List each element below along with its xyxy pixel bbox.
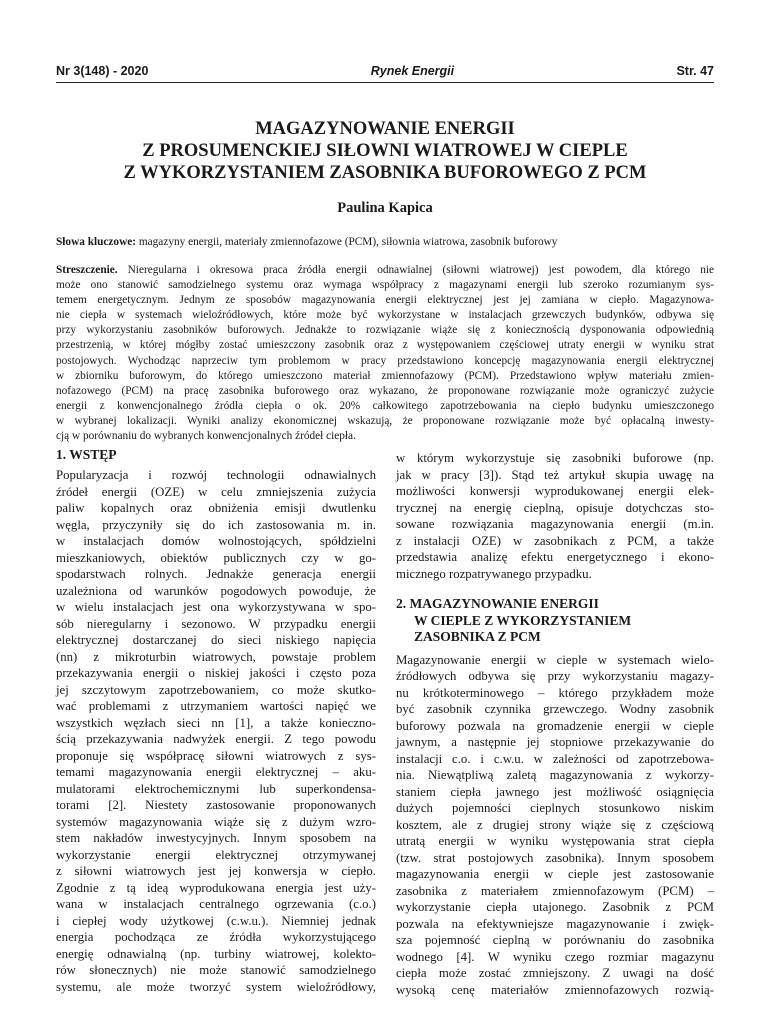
text-line: pozwala na efektywniejsze magazynowanie i zwięk-	[396, 916, 714, 931]
abstract-line: nie ciepła w systemach wieloźródłowych, które może być wykorzystane w instalacjach grzewczych budynków, odbywa się	[56, 309, 714, 322]
text-line: przekazywania energii o niskiej jakości i często poza	[56, 666, 376, 680]
abstract-line: nofazowego (PCM) na pracę zasobnika buforowego oraz wykazano, że proponowane rozwiązanie może ograniczyć zużycie	[56, 384, 714, 397]
text-line: torami [2]. Niestety zastosowanie proponowanych	[56, 798, 376, 812]
title-line: MAGAZYNOWANIE ENERGII	[255, 119, 515, 139]
text-line: elektrycznej dostarczanej do sieci niskiego napięcia	[56, 633, 376, 647]
text-line: w którym wykorzystuje się zasobniki buforowe (np.	[396, 451, 714, 465]
text-line: Magazynowanie energii w cieple w systemach wielo-	[396, 652, 714, 667]
text-line: w wielu instalacjach jest ona wykorzystywana w spo-	[56, 600, 376, 614]
text-line: jak w pracy [3]). Stąd też artykuł skupia uwagę na	[396, 467, 714, 482]
abstract-line: przy wykorzystaniu zasobników buforowych. Jednakże to rozwiązanie wiąże się z koniecznością dysponowania odpowiednią	[56, 324, 714, 337]
text-line: systemów magazynowania wiąże się z dużym wzro-	[56, 814, 376, 829]
section-2-heading	[396, 596, 714, 646]
text-line: wana w instalacjach centralnego ogrzewania (c.o.)	[56, 897, 376, 911]
article-title	[56, 118, 714, 184]
text-line: instalacji c.o. i c.w.u. w zależności od zapotrzebowa-	[396, 751, 714, 766]
text-line: z siłowni wiatrowych jest jej konwersja w ciepło.	[56, 864, 376, 878]
abstract-line: przestrzenią, w której mógłby zostać umieszczony zasobnik oraz z występowaniem częściowej utraty energii w wyniku strat	[56, 339, 714, 352]
text-line: Popularyzacja i rozwój technologii odnawialnych	[56, 468, 376, 482]
issue-number: Nr 3(148) - 2020	[56, 64, 149, 78]
text-line: nu krótkoterminowego – którego przykładem może	[396, 685, 714, 700]
text-line: kosztem, ale z drugiej strony wiąże się z częściową	[396, 817, 714, 832]
text-line: proponuje się współpracę siłowni wiatrowych z sys-	[56, 748, 376, 763]
text-line: w instalacjach domów wolnostojących, spółdzielni	[56, 534, 376, 548]
page-number: Str. 47	[676, 64, 714, 78]
abstract-line: temem energetycznym. Jednym ze sposobów magazynowania energii elektrycznej jest jej zamiana w ciepło. Magazynowa-	[56, 294, 714, 307]
text-line: sób nieregularny i sezonowo. W przypadku energii	[56, 616, 376, 631]
text-line: paliw kopalnych oraz obniżenia emisji dwutlenku	[56, 501, 376, 515]
abstract-line: w wybranej lokalizacji. Wyniki analizy ekonomicznej wskazują, że proponowane rozwiązanie może być opłacalną inwesty-	[56, 414, 714, 427]
section-2-body	[396, 652, 714, 999]
text-line: spodarstwach rolnych. Jednakże generacja energii	[56, 567, 376, 581]
text-line: z instalacji OZE) w zasobnikach z PCM, a także	[396, 533, 714, 548]
text-line: możliwości konwersji wyprodukowanej energii elek-	[396, 484, 714, 498]
abstract-line: Nieregularna i okresowa praca źródła energii odnawialnej (siłowni wiatrowej) jest powodem, dla którego nie	[117, 264, 714, 276]
text-line: przedstawia analizę efektu energetycznego i ekono-	[396, 550, 714, 564]
text-line: (tzw. strat postojowych zasobnika). Innym sposobem	[396, 850, 714, 865]
title-line: Z PROSUMENCKIEJ SIŁOWNI WIATROWEJ W CIEPLE	[142, 141, 628, 161]
text-line: uzależniona od warunków pogodowych powoduje, że	[56, 583, 376, 598]
text-line: nia. Niewątpliwą zaletą magazynowania z wykorzy-	[396, 768, 714, 782]
abstract	[56, 263, 714, 444]
section-1-heading: 1. WSTĘP	[56, 447, 117, 462]
text-line: wać problemami z utrzymaniem wartości napięć we	[56, 699, 376, 713]
text-line: być zasobnik czynnika grzewczego. Wodny zasobnik	[396, 702, 714, 716]
text-line: źródeł energii (OZE) w celu zmniejszenia zużycia	[56, 484, 376, 499]
header-rule	[56, 82, 714, 83]
author-name: Paulina Kapica	[337, 200, 433, 216]
abstract-label: Streszczenie.	[56, 264, 118, 276]
text-line: mulatorami elektrochemicznymi lub superkondensa-	[56, 781, 376, 796]
text-line: energia pochodząca ze źródła wykorzystującego	[56, 930, 376, 944]
text-line: wysoką cenę materiałów zmiennofazowych rozwią-	[396, 982, 714, 997]
text-line: jawnym, a następnie jej stopniowe przekazywanie do	[396, 735, 714, 749]
abstract-line: postojowych. Wychodząc naprzeciw tym problemom w pracy przedstawiono koncepcję magazynowania energii elektrycznej	[56, 354, 714, 367]
left-column	[56, 446, 376, 995]
text-line: trycznej na energię cieplną, opisuje dotychczas sto-	[396, 500, 714, 515]
text-line: rów słonecznych) nie może stanowić samodzielnego	[56, 963, 376, 977]
text-line: (nn) z mikroturbin wiatrowych, powstaje problem	[56, 649, 376, 664]
text-line: utratą energii w wyniku występowania strat ciepła	[396, 834, 714, 848]
text-line: Zgodnie z tą ideą wyprodukowana energia jest uży-	[56, 880, 376, 895]
abstract-line: w zbiorniku buforowym, do którego umieszczono materiał zmiennofazowy (PCM). Przedstawiono wpływ materiału zmien-	[56, 369, 714, 382]
keywords	[56, 236, 714, 248]
running-header	[56, 64, 714, 78]
section-1-continuation	[396, 450, 714, 582]
abstract-line: cją w porównaniu do wybranych konwencjonalnych źródeł ciepła.	[56, 430, 356, 443]
text-line: temami magazynowania energii elektrycznej – aku-	[56, 765, 376, 779]
text-line: wodnego [4]. W wyniku czego rozmiar magazynu	[396, 949, 714, 964]
text-line: i ciepłej wody użytkowej (c.w.u.). Niemniej jednak	[56, 913, 376, 928]
text-line: zasobnika z materiałem zmiennofazowym (PCM) –	[396, 883, 714, 898]
text-line: stem nakładów inwestycyjnych. Innym sposobem na	[56, 831, 376, 845]
text-line: węgla, przyczyniły się do ich zastosowania m. in.	[56, 517, 376, 532]
keywords-label: Słowa kluczowe:	[56, 236, 137, 248]
right-column	[396, 450, 714, 998]
text-line: buforowy pozwala na gromadzenie energii w cieple	[396, 718, 714, 733]
text-line: dużych pojemności cieplnych stosunkowo niskim	[396, 801, 714, 815]
text-line: wykorzystanie energii elektrycznej otrzymywanej	[56, 847, 376, 862]
keywords-text: magazyny energii, materiały zmiennofazowe (PCM), siłownia wiatrowa, zasobnik buforowy	[136, 236, 558, 248]
text-line: staniem ciepła jawnego jest możliwość osiągnięcia	[396, 784, 714, 799]
text-line: jej szczytowym zapotrzebowaniem, co może skutko-	[56, 682, 376, 697]
text-line: wykorzystanie ciepła utajonego. Zasobnik z PCM	[396, 900, 714, 914]
text-line: wszystkich węzłach sieci nn [1], a także konieczno-	[56, 715, 376, 730]
abstract-line: energii z konwencjonalnego źródła ciepła o ok. 20% całkowitego zapotrzebowania na ciepło budynku umieszczonego	[56, 399, 714, 412]
text-line: micznego rozpatrywanego przypadku.	[396, 566, 592, 581]
section-2-heading-line: ZASOBNIKA Z PCM	[414, 629, 541, 644]
text-line: magazynowania energii w cieple jest zastosowanie	[396, 867, 714, 881]
text-line: energię odnawialną (np. turbiny wiatrowej, kolekto-	[56, 946, 376, 961]
text-line: źródłowych odbywa się przy wykorzystaniu magazy-	[396, 669, 714, 683]
title-line: Z WYKORZYSTANIEM ZASOBNIKA BUFOROWEGO Z PCM	[123, 163, 647, 183]
text-line: sowane rozwiązania magazynowania energii (m.in.	[396, 517, 714, 531]
text-line: mieszkaniowych, obiektów publicznych czy w go-	[56, 550, 376, 565]
text-line: systemu, ale może tworzyć system wieloźródłowy,	[56, 979, 376, 994]
journal-name: Rynek Energii	[370, 64, 455, 78]
text-line: ciepła może zostać zmniejszony. Z uwagi na dość	[396, 966, 714, 980]
section-2-heading-line: 2. MAGAZYNOWANIE ENERGII	[396, 596, 599, 611]
section-2-heading-line: W CIEPLE Z WYKORZYSTANIEM	[414, 612, 632, 628]
text-line: sza pojemność cieplną w porównaniu do zasobnika	[396, 933, 714, 947]
abstract-line: może ono stanowić samodzielnego systemu oraz wymaga współpracy z magazynami energii lub szeroko rozumianym sys-	[56, 279, 714, 292]
text-line: ścią przekazywania nadwyżek energii. Z tego powodu	[56, 732, 376, 746]
section-1-body	[56, 467, 376, 995]
